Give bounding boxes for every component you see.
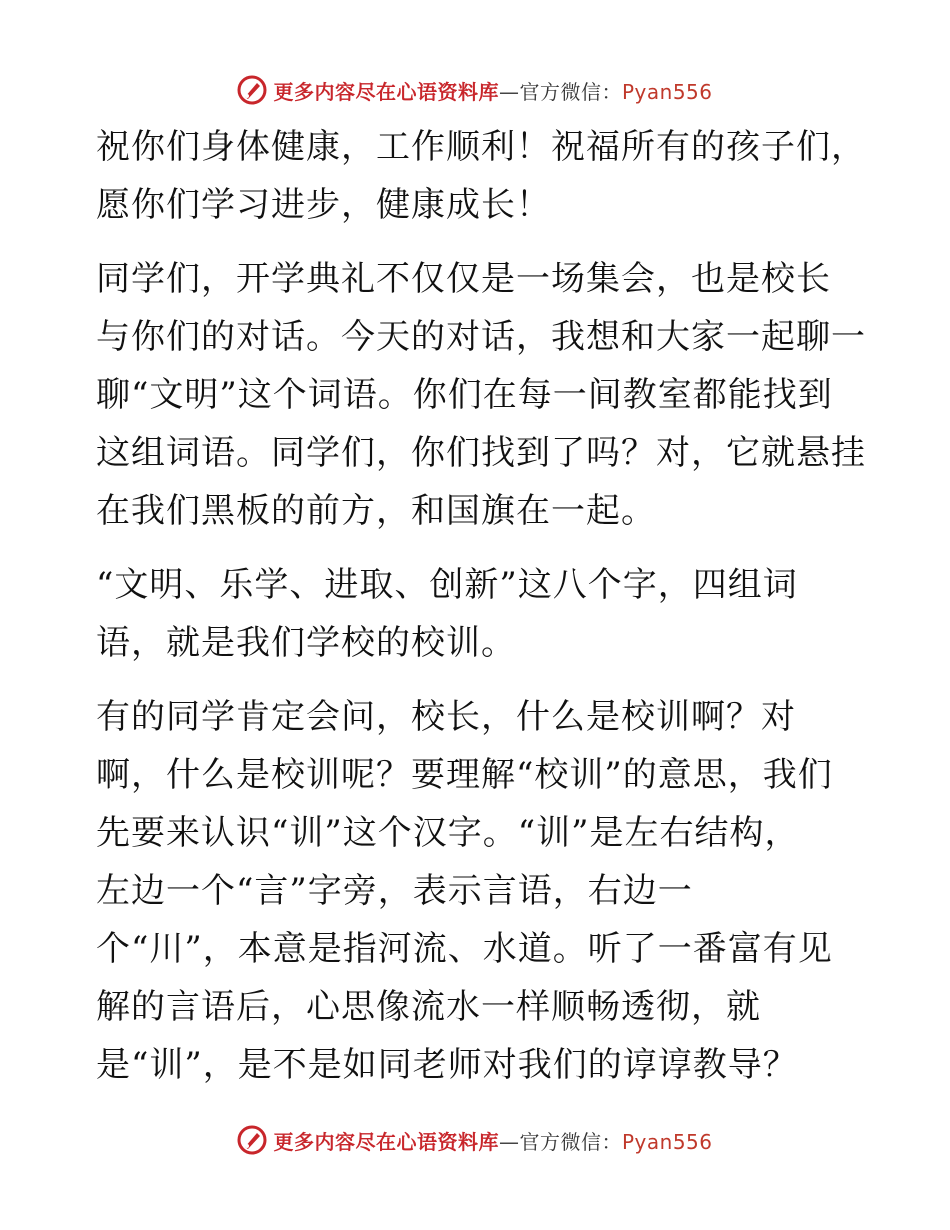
- paragraph: [96, 688, 866, 1094]
- text-line: 解的言语后，心思像流水一样顺畅透彻，就: [96, 987, 761, 1027]
- text-line: 语，就是我们学校的校训。: [96, 623, 516, 663]
- watermark-text: 更多内容尽在心语资料库—官方微信：Pyan556: [273, 1129, 713, 1154]
- text-line: 有的同学肯定会问，校长，什么是校训啊？对: [96, 697, 796, 737]
- text-line: 左边一个“言”字旁，表示言语，右边一: [96, 871, 693, 911]
- text-line: “文明、乐学、进取、创新”这八个字，四组词: [96, 565, 798, 605]
- paragraph: [96, 118, 866, 234]
- text-line: 是“训”，是不是如同老师对我们的谆谆教导？: [96, 1045, 798, 1085]
- quill-logo-icon: [237, 1125, 267, 1155]
- text-line: 祝你们身体健康，工作顺利！祝福所有的孩子们，: [96, 127, 866, 167]
- text-line: 愿你们学习进步，健康成长！: [96, 185, 551, 225]
- text-line: 啊，什么是校训呢？要理解“校训”的意思，我们: [96, 755, 833, 795]
- text-line: 这组词语。同学们，你们找到了吗？对，它就悬挂: [96, 433, 866, 473]
- text-line: 在我们黑板的前方，和国旗在一起。: [96, 491, 656, 531]
- text-line: 聊“文明”这个词语。你们在每一间教室都能找到: [96, 375, 833, 415]
- quill-logo-icon: [237, 75, 267, 105]
- footer-watermark-banner: [0, 1120, 950, 1160]
- paragraph: [96, 556, 866, 672]
- text-line: 个“川”，本意是指河流、水道。听了一番富有见: [96, 929, 833, 969]
- watermark-text: 更多内容尽在心语资料库—官方微信：Pyan556: [273, 79, 713, 104]
- text-line: 同学们，开学典礼不仅仅是一场集会，也是校长: [96, 259, 831, 299]
- document-body: [96, 118, 866, 1110]
- text-line: 与你们的对话。今天的对话，我想和大家一起聊一: [96, 317, 866, 357]
- text-line: 先要来认识“训”这个汉字。“训”是左右结构，: [96, 813, 800, 853]
- header-watermark-banner: [0, 70, 950, 110]
- paragraph: [96, 250, 866, 540]
